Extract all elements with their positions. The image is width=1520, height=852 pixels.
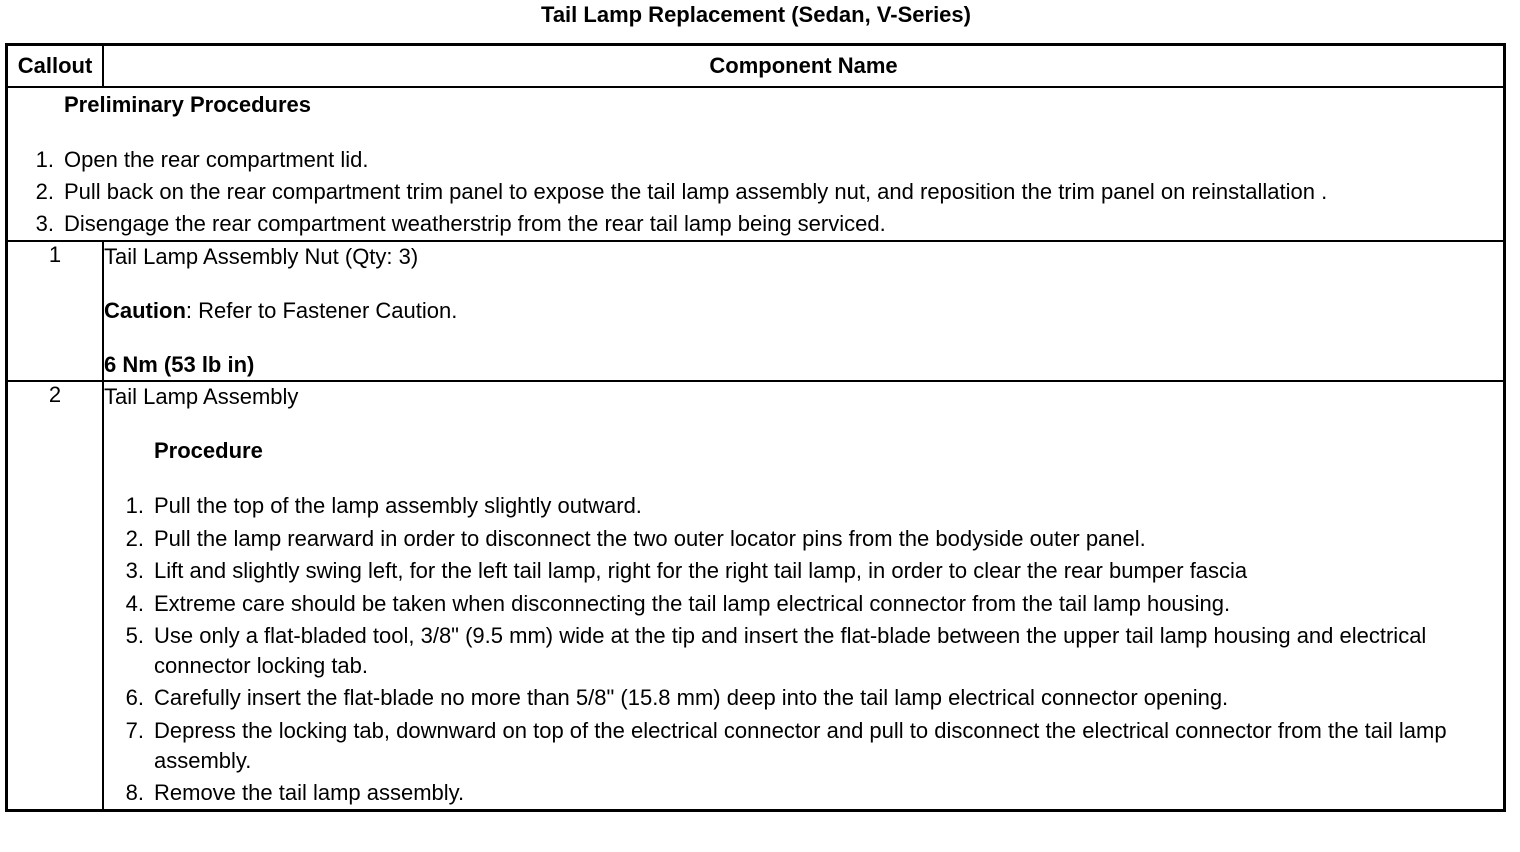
- list-item: [8, 176, 1503, 208]
- procedure-heading: Procedure: [154, 438, 263, 463]
- list-item: [104, 523, 1503, 556]
- list-item: [104, 620, 1503, 682]
- table-row: [7, 381, 1505, 811]
- list-item: [104, 588, 1503, 621]
- step-text: Lift and slightly swing left, for the left tail lamp, right for the right tail lamp, in order to clear the rear bumper fascia: [154, 558, 1248, 583]
- step-text: Carefully insert the flat-blade no more than 5/8" (15.8 mm) deep into the tail lamp electrical connector opening.: [154, 685, 1229, 710]
- component-cell: [103, 381, 1505, 811]
- component-cell: [103, 241, 1505, 381]
- component-name-header: Component Name: [103, 45, 1505, 88]
- step-text: Depress the locking tab, downward on top of the electrical connector and pull to disconnect the electrical connector from the tail lamp assembly.: [154, 717, 1447, 773]
- step-number: 4.: [125, 590, 144, 616]
- step-text: Pull the top of the lamp assembly slightly outward.: [154, 493, 642, 518]
- list-item: [104, 715, 1503, 777]
- caution-label: Caution: [104, 298, 186, 323]
- preliminary-row: [7, 87, 1505, 241]
- callout-header: Callout: [7, 45, 104, 88]
- step-number: 1.: [125, 493, 144, 518]
- step-number: 7.: [125, 717, 144, 743]
- step-number: 3.: [125, 558, 144, 583]
- preliminary-steps: [8, 144, 1503, 240]
- step-text: Disengage the rear compartment weatherstrip from the rear tail lamp being serviced.: [64, 211, 886, 236]
- list-item: [104, 682, 1503, 715]
- component-name: Tail Lamp Assembly: [104, 384, 299, 409]
- step-number: 2.: [125, 525, 144, 551]
- table-row: [7, 241, 1505, 381]
- list-item: [104, 490, 1503, 523]
- step-text: Pull the lamp rearward in order to disconnect the two outer locator pins from the bodyside outer panel.: [154, 525, 1146, 551]
- step-number: 8.: [125, 779, 144, 805]
- torque-spec: 6 Nm (53 lb in): [104, 352, 255, 377]
- step-text: Open the rear compartment lid.: [64, 147, 369, 172]
- callout-number: 2: [7, 381, 104, 811]
- preliminary-heading: Preliminary Procedures: [64, 92, 312, 117]
- procedure-steps: [104, 490, 1503, 809]
- step-number: 1.: [35, 147, 54, 172]
- callout-number: 1: [7, 241, 104, 381]
- step-text: Use only a flat-bladed tool, 3/8" (9.5 mm) wide at the tip and insert the flat-blade between the upper tail lamp housing and electrical connector locking tab.: [154, 623, 1427, 678]
- step-number: 3.: [35, 211, 54, 236]
- list-item: [104, 777, 1503, 810]
- preliminary-cell: [7, 87, 1505, 241]
- page-title: Tail Lamp Replacement (Sedan, V-Series): [541, 2, 971, 27]
- caution-text: : Refer to Fastener Caution.: [185, 298, 458, 323]
- caution-note: [104, 296, 1503, 326]
- step-text: Pull back on the rear compartment trim panel to expose the tail lamp assembly nut, and reposition the trim panel on reinstallation .: [64, 179, 1328, 204]
- step-text: Extreme care should be taken when disconnecting the tail lamp electrical connector from the tail lamp housing.: [154, 590, 1231, 616]
- list-item: [104, 555, 1503, 588]
- table-header-row: [7, 45, 1505, 88]
- step-number: 2.: [35, 179, 54, 204]
- procedure-table: [5, 43, 1506, 812]
- step-number: 6.: [125, 685, 144, 710]
- step-number: 5.: [125, 623, 144, 648]
- step-text: Remove the tail lamp assembly.: [154, 779, 465, 805]
- component-name: Tail Lamp Assembly Nut (Qty: 3): [104, 244, 419, 269]
- list-item: [8, 208, 1503, 240]
- list-item: [8, 144, 1503, 176]
